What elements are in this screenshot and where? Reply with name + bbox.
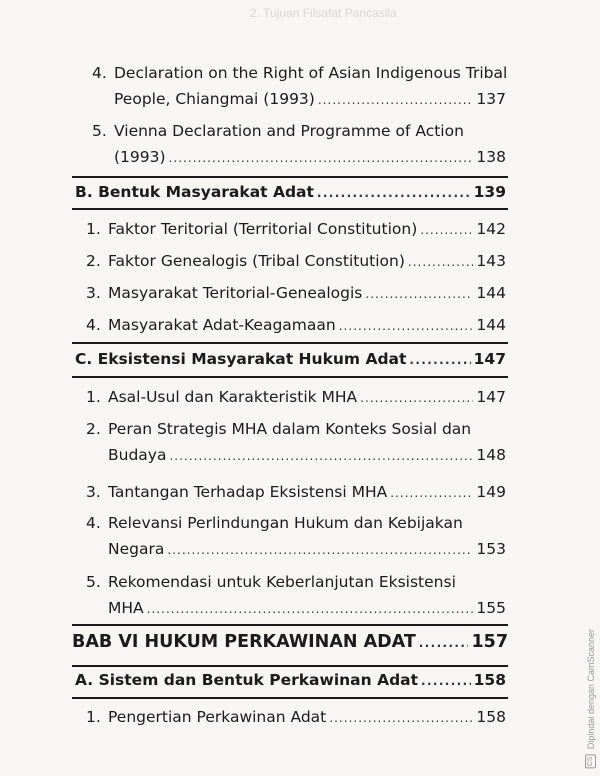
watermark-text: Dipindai dengan CamScanner xyxy=(586,628,596,749)
entry-number: 1. xyxy=(86,220,101,238)
entry-number: 1. xyxy=(86,708,101,726)
entry-title: Masyarakat Teritorial-Genealogis xyxy=(108,284,363,302)
toc-entry xyxy=(86,707,506,728)
entry-number: 4. xyxy=(92,64,107,82)
entry-number: 2. xyxy=(86,252,101,270)
toc-entry xyxy=(86,251,506,272)
page-number: 155 xyxy=(476,599,506,617)
entry-title-cont: Negara xyxy=(108,540,165,558)
toc-entry xyxy=(86,419,506,466)
toc-section-heading xyxy=(75,182,506,203)
page-number: 153 xyxy=(476,540,506,558)
toc-entry xyxy=(92,63,506,110)
section-divider xyxy=(72,176,508,178)
entry-title: Rekomendasi untuk Keberlanjutan Eksistensi xyxy=(108,573,456,591)
entry-title-cont: (1993) xyxy=(114,148,166,166)
heading-title: C. Eksistensi Masyarakat Hukum Adat xyxy=(75,350,407,368)
page-number: 139 xyxy=(473,183,506,201)
section-divider xyxy=(72,665,508,667)
section-divider xyxy=(72,342,508,344)
heading-title: B. Bentuk Masyarakat Adat xyxy=(75,183,314,201)
section-divider xyxy=(72,376,508,378)
chapter-title: BAB VI HUKUM PERKAWINAN ADAT xyxy=(72,632,416,652)
toc-section-heading xyxy=(75,670,506,691)
leader-dots xyxy=(318,90,474,110)
leader-dots xyxy=(421,671,471,691)
entry-title-cont: MHA xyxy=(108,599,144,617)
entry-number: 5. xyxy=(92,122,107,140)
leader-dots xyxy=(408,252,474,272)
leader-dots xyxy=(390,483,473,503)
leader-dots xyxy=(420,220,473,240)
page-number: 158 xyxy=(473,671,506,689)
toc-section-heading xyxy=(75,349,506,370)
entry-number: 1. xyxy=(86,388,101,406)
page-number: 143 xyxy=(476,252,506,270)
leader-dots xyxy=(409,350,470,370)
entry-title: Faktor Teritorial (Territorial Constitution) xyxy=(108,220,418,238)
page-number: 147 xyxy=(476,388,506,406)
toc-chapter-heading xyxy=(72,630,508,655)
leader-dots xyxy=(365,284,473,304)
toc-entry xyxy=(86,315,506,336)
entry-number: 3. xyxy=(86,284,101,302)
leader-dots xyxy=(339,316,474,336)
scanner-watermark xyxy=(585,629,596,768)
toc-entry xyxy=(92,121,506,168)
entry-number: 4. xyxy=(86,316,101,334)
entry-title: Asal-Usul dan Karakteristik MHA xyxy=(108,388,358,406)
toc-entry xyxy=(86,283,506,304)
entry-number: 5. xyxy=(86,573,101,591)
leader-dots xyxy=(147,599,474,619)
page-number: 144 xyxy=(476,316,506,334)
section-divider xyxy=(72,624,508,626)
toc-entry xyxy=(86,572,506,619)
entry-number: 2. xyxy=(86,420,101,438)
leader-dots xyxy=(169,446,473,466)
section-divider xyxy=(72,208,508,210)
page-number: 137 xyxy=(476,90,506,108)
page-number: 149 xyxy=(476,483,506,501)
page-number: 158 xyxy=(476,708,506,726)
page-number: 138 xyxy=(476,148,506,166)
toc-entry xyxy=(86,219,506,240)
leader-dots xyxy=(360,388,473,408)
entry-number: 4. xyxy=(86,514,101,532)
page-number: 147 xyxy=(473,350,506,368)
leader-dots xyxy=(329,708,473,728)
page-number: 144 xyxy=(476,284,506,302)
heading-title: A. Sistem dan Bentuk Perkawinan Adat xyxy=(75,671,419,689)
entry-number: 3. xyxy=(86,483,101,501)
toc-entry xyxy=(86,513,506,560)
entry-title-cont: Budaya xyxy=(108,446,167,464)
entry-title: Masyarakat Adat-Keagamaan xyxy=(108,316,336,334)
toc-entry xyxy=(86,482,506,503)
entry-title: Faktor Genealogis (Tribal Constitution) xyxy=(108,252,405,270)
entry-title: Pengertian Perkawinan Adat xyxy=(108,708,327,726)
leader-dots xyxy=(169,148,474,168)
camscanner-logo: CS xyxy=(587,756,594,766)
leader-dots xyxy=(317,183,471,203)
entry-title: Declaration on the Right of Asian Indigenous Tribal xyxy=(114,64,508,82)
entry-title-cont: People, Chiangmai (1993) xyxy=(114,90,315,108)
leader-dots xyxy=(167,540,473,560)
page-number: 142 xyxy=(476,220,506,238)
entry-title: Vienna Declaration and Programme of Action xyxy=(114,122,464,140)
entry-title: Peran Strategis MHA dalam Konteks Sosial dan xyxy=(108,420,472,438)
page-number: 157 xyxy=(471,632,508,652)
entry-title: Tantangan Terhadap Eksistensi MHA xyxy=(108,483,388,501)
toc-entry xyxy=(86,387,506,408)
page-number: 148 xyxy=(476,446,506,464)
bleed-through-text: 2. Tujuan Filsafat Pancasila xyxy=(250,6,397,20)
entry-title: Relevansi Perlindungan Hukum dan Kebijakan xyxy=(108,514,463,532)
leader-dots xyxy=(419,631,469,655)
section-divider xyxy=(72,697,508,699)
